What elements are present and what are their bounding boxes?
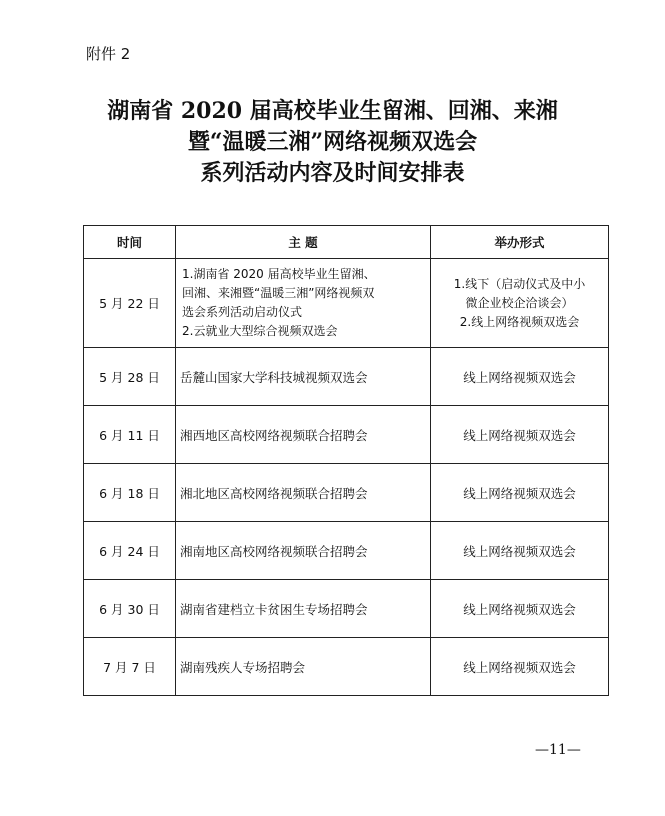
table-header-row [84,226,609,259]
format-line: 微企业校企洽谈会） [465,295,574,310]
title-line-3: 系列活动内容及时间安排表 [200,160,465,186]
format-line: 2.线上网络视频双选会 [459,314,580,329]
format-line: 1.线下（启动仪式及中小 [453,276,586,291]
row-theme: 岳麓山国家大学科技城视频双选会 [176,348,431,406]
header-theme: 主 题 [176,226,431,259]
document-title [0,96,665,189]
theme-line: 回湘、来湘暨“温暖三湘”网络视频双 [182,286,375,300]
table-row [84,348,609,406]
row-theme: 湖南残疾人专场招聘会 [176,638,431,696]
title-line-2: 暨“温暖三湘”网络视频双选会 [187,129,478,155]
row-format: 线上网络视频双选会 [431,522,609,580]
title-line-1: 湖南省 2020 届高校毕业生留湘、回湘、来湘 [107,98,558,124]
row-theme: 湘西地区高校网络视频联合招聘会 [176,406,431,464]
table-row [84,464,609,522]
theme-line: 2.云就业大型综合视频双选会 [182,324,338,338]
row-format: 线上网络视频双选会 [431,406,609,464]
row-date: 6 月 11 日 [84,406,176,464]
page-number: —11— [535,742,581,758]
row-theme: 湖南省建档立卡贫困生专场招聘会 [176,580,431,638]
schedule-table [83,225,609,696]
row-date: 6 月 24 日 [84,522,176,580]
theme-line: 选会系列活动启动仪式 [182,305,303,319]
row-format: 线上网络视频双选会 [431,348,609,406]
table-row [84,406,609,464]
table-row [84,259,609,348]
row-date: 6 月 18 日 [84,464,176,522]
header-date: 时间 [84,226,176,259]
table-row [84,522,609,580]
row-theme [176,259,431,348]
row-date: 6 月 30 日 [84,580,176,638]
row-format: 线上网络视频双选会 [431,464,609,522]
row-format: 线上网络视频双选会 [431,638,609,696]
row-theme: 湘南地区高校网络视频联合招聘会 [176,522,431,580]
theme-line: 1.湖南省 2020 届高校毕业生留湘、 [182,267,376,281]
row-theme: 湘北地区高校网络视频联合招聘会 [176,464,431,522]
table-row [84,638,609,696]
row-date: 5 月 28 日 [84,348,176,406]
row-format [431,259,609,348]
table-row [84,580,609,638]
row-date: 5 月 22 日 [84,259,176,348]
row-date: 7 月 7 日 [84,638,176,696]
attachment-label: 附件 2 [86,45,131,63]
row-format: 线上网络视频双选会 [431,580,609,638]
header-format: 举办形式 [431,226,609,259]
